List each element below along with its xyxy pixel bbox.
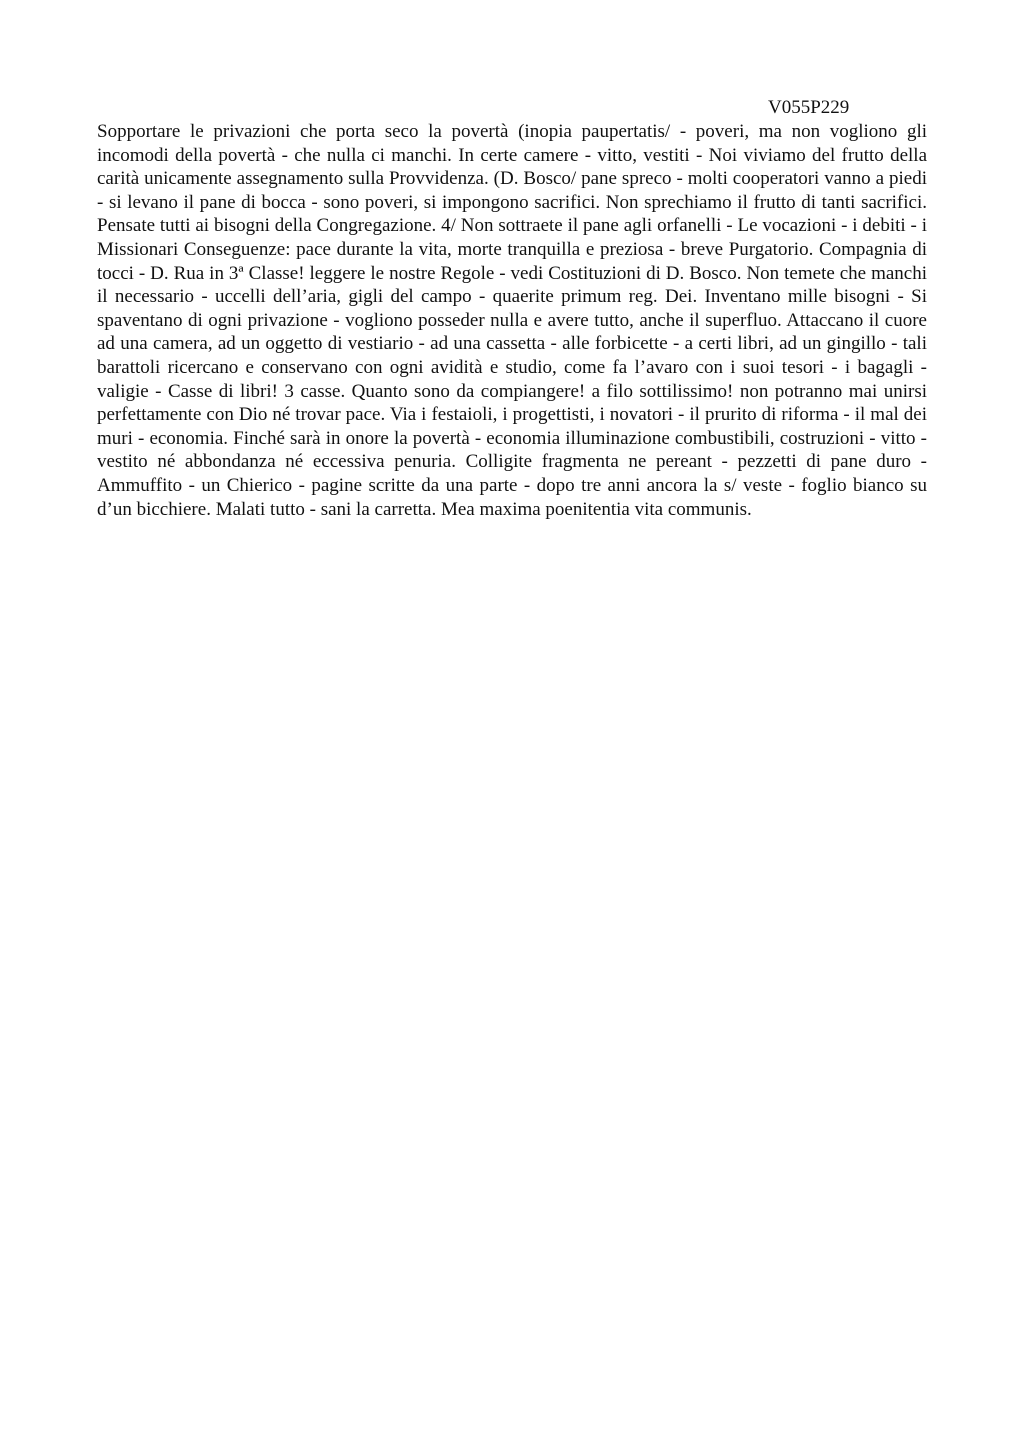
body-paragraph: Sopportare le privazioni che porta seco la povertà (inopia paupertatis/ - poveri, ma non vogliono gli incomodi della povertà - che nulla ci manchi. In certe camere - vitto, vestiti - Noi viviamo del frutto della carità unicamente assegnamento sulla Provvidenza. (D. Bosco/ pane spreco - molti cooperatori vanno a piedi - si levano il pane di bocca - sono poveri, si impongono sacrifici. Non sprechiamo il frutto di tanti sacrifici. Pensate tutti ai bisogni della Congregazione. 4/ Non sottraete il pane agli orfanelli - Le vocazioni - i debiti - i Missionari Conseguenze: pace durante la vita, morte tranquilla e preziosa - breve Purgatorio. Compagnia di tocci - D. Rua in 3ª Classe! leggere le nostre Regole - vedi Costituzioni di D. Bosco. Non temete che manchi il necessario - uccelli dell’aria, gigli del campo - quaerite primum reg. Dei. Inventano mille bisogni - Si spaventano di ogni privazione - vogliono posseder nulla e avere tutto, anche il superfluo. Attaccano il cuore ad una camera, ad un oggetto di vestiario - ad una cassetta - alle forbicette - a certi libri, ad un gingillo - tali barattoli ricercano e conservano con ogni avidità e studio, come fa l’avaro con i suoi tesori - i bagagli - valigie - Casse di libri! 3 casse. Quanto sono da compiangere! a filo sottilissimo! non potranno mai unirsi perfettamente con Dio né trovar pace. Via i festaioli, i progettisti, i novatori - il prurito di riforma - il mal dei muri - economia. Finché sarà in onore la povertà - economia illuminazione combustibili, costruzioni - vitto - vestito né abbondanza né eccessiva penuria. Colligite fragmenta ne pereant - pezzetti di pane duro - Ammuffito - un Chierico - pagine scritte da una parte - dopo tre anni ancora la s/ veste - foglio bianco su d’un bicchiere. Malati tutto - sani la carretta. Mea maxima poenitentia vita communis.	[97, 121, 927, 520]
page-identifier: V055P229	[768, 97, 850, 118]
